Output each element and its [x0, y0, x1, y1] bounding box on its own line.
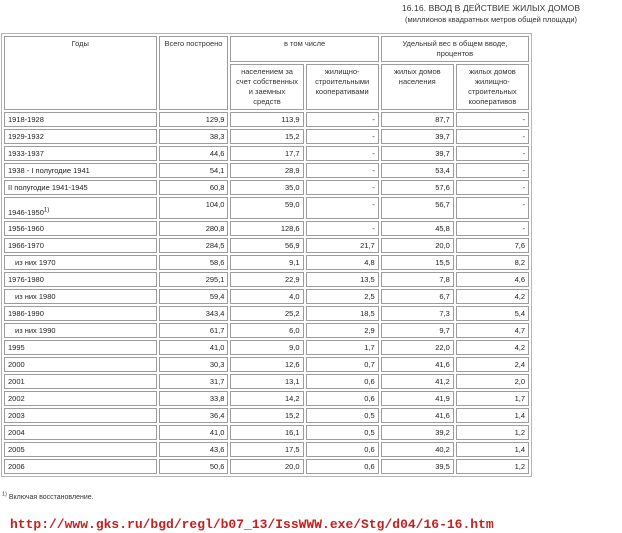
cell-population — [230, 323, 303, 338]
cell-years-text: 1946-1950 — [8, 208, 44, 217]
cell-coops-text: 21,7 — [360, 240, 375, 250]
cell-years — [4, 425, 157, 440]
cell-share-coops — [456, 340, 529, 355]
cell-share-coops — [456, 374, 529, 389]
cell-share-population — [381, 163, 454, 178]
cell-share-population — [381, 272, 454, 287]
cell-total-text: 38,3 — [209, 131, 225, 141]
cell-coops-text: 2,5 — [364, 291, 375, 301]
footnote — [2, 493, 541, 503]
cell-total-text: 30,3 — [209, 359, 225, 369]
cell-years — [4, 357, 157, 372]
cell-total-text: 33,8 — [209, 393, 225, 403]
cell-share-coops — [456, 197, 529, 219]
cell-coops-text: 0,5 — [364, 410, 375, 420]
cell-years — [4, 238, 157, 253]
cell-share-population — [381, 112, 454, 127]
cell-total — [159, 180, 229, 195]
table-row — [4, 272, 529, 287]
cell-years-text: 2000 — [8, 359, 25, 369]
header-by-coops: жилищно-строительными кооперативами — [306, 64, 379, 110]
cell-coops — [306, 163, 379, 178]
table-row — [4, 163, 529, 178]
cell-share-coops-text: 1,7 — [514, 393, 525, 403]
cell-total — [159, 425, 229, 440]
cell-coops-text: - — [372, 223, 375, 233]
table-row — [4, 197, 529, 219]
cell-coops — [306, 129, 379, 144]
cell-share-population — [381, 255, 454, 270]
cell-share-coops-text: 8,2 — [514, 257, 525, 267]
cell-share-coops — [456, 238, 529, 253]
cell-coops — [306, 425, 379, 440]
cell-share-population-text: 39,7 — [435, 148, 450, 158]
cell-share-coops-text: 2,0 — [514, 376, 525, 386]
cell-coops-text: 2,9 — [364, 325, 375, 335]
cell-population-text: 28,9 — [284, 165, 300, 175]
cell-total — [159, 459, 229, 474]
cell-share-population-text: 7,8 — [439, 274, 450, 284]
cell-years-text: 1933-1937 — [8, 148, 44, 158]
cell-coops-text: 0,5 — [364, 427, 375, 437]
cell-years-text: из них 1970 — [15, 257, 56, 267]
cell-coops-text: - — [372, 131, 375, 141]
cell-share-population-text: 53,4 — [435, 165, 450, 175]
cell-total-text: 31,7 — [209, 376, 225, 386]
cell-total — [159, 357, 229, 372]
cell-share-population-text: 39,7 — [435, 131, 450, 141]
cell-total — [159, 129, 229, 144]
cell-population-text: 16,1 — [284, 427, 300, 437]
table-body — [4, 112, 529, 474]
cell-coops-text: - — [372, 165, 375, 175]
footnote-text: Включая восстановление. — [8, 494, 94, 501]
table-row — [4, 146, 529, 161]
table-row — [4, 221, 529, 236]
cell-share-population-text: 40,2 — [435, 444, 450, 454]
cell-share-population — [381, 197, 454, 219]
cell-total — [159, 255, 229, 270]
table-row — [4, 112, 529, 127]
cell-years-text: 1956-1960 — [8, 223, 44, 233]
cell-population-text: 25,2 — [284, 308, 300, 318]
cell-years — [4, 289, 157, 304]
cell-coops — [306, 442, 379, 457]
cell-total — [159, 146, 229, 161]
cell-population — [230, 272, 303, 287]
table-row — [4, 289, 529, 304]
cell-coops — [306, 180, 379, 195]
cell-years — [4, 340, 157, 355]
cell-share-population-text: 20,0 — [435, 240, 450, 250]
cell-total — [159, 391, 229, 406]
cell-share-coops-text: - — [522, 200, 525, 209]
footnote-ref: 1) — [43, 207, 50, 214]
cell-years — [4, 221, 157, 236]
cell-coops-text: - — [372, 182, 375, 192]
cell-years-text: 2005 — [8, 444, 25, 454]
cell-years-text: из них 1980 — [15, 291, 56, 301]
cell-share-coops-text: 1,4 — [514, 444, 525, 454]
table-row — [4, 374, 529, 389]
cell-population — [230, 459, 303, 474]
table-title: 16.16. ВВОД В ДЕЙСТВИЕ ЖИЛЫХ ДОМОВ — [401, 3, 581, 13]
cell-share-population-text: 57,6 — [435, 182, 450, 192]
cell-coops — [306, 459, 379, 474]
cell-share-population-text: 15,5 — [435, 257, 450, 267]
cell-total — [159, 221, 229, 236]
cell-share-coops — [456, 146, 529, 161]
cell-share-coops — [456, 255, 529, 270]
cell-total-text: 61,7 — [209, 325, 225, 335]
cell-population — [230, 180, 303, 195]
cell-coops-text: 18,5 — [360, 308, 375, 318]
cell-years — [4, 163, 157, 178]
cell-share-coops — [456, 289, 529, 304]
cell-share-population-text: 22,0 — [435, 342, 450, 352]
cell-total-text: 295,1 — [205, 274, 225, 284]
cell-share-coops-text: 4,2 — [514, 342, 525, 352]
cell-total — [159, 306, 229, 321]
cell-population — [230, 255, 303, 270]
table-row — [4, 255, 529, 270]
cell-share-coops-text: - — [522, 114, 525, 124]
cell-share-population-text: 41,9 — [435, 393, 450, 403]
cell-share-coops — [456, 408, 529, 423]
cell-coops-text: 0,6 — [364, 461, 375, 471]
cell-years — [4, 391, 157, 406]
cell-coops-text: - — [372, 148, 375, 158]
cell-coops — [306, 340, 379, 355]
cell-share-coops — [456, 323, 529, 338]
cell-population — [230, 238, 303, 253]
cell-years — [4, 255, 157, 270]
cell-population-text: 56,9 — [284, 240, 300, 250]
table-row — [4, 391, 529, 406]
cell-share-coops — [456, 272, 529, 287]
footnote-marker: 1) — [2, 491, 7, 498]
header-share: Удельный вес в общем вводе, процентов — [381, 36, 529, 62]
cell-coops — [306, 197, 379, 219]
table-row — [4, 459, 529, 474]
cell-years-text: 1918-1928 — [8, 114, 44, 124]
cell-share-coops-text: 4,6 — [514, 274, 525, 284]
cell-share-coops — [456, 425, 529, 440]
cell-years-text: 2003 — [8, 410, 25, 420]
cell-coops — [306, 391, 379, 406]
cell-share-population-text: 7,3 — [439, 308, 450, 318]
cell-coops-text: 4,8 — [364, 257, 375, 267]
cell-coops-text: 0,7 — [364, 359, 375, 369]
cell-coops-text: - — [372, 114, 375, 124]
cell-share-population — [381, 129, 454, 144]
cell-years — [4, 129, 157, 144]
cell-total — [159, 289, 229, 304]
cell-total — [159, 163, 229, 178]
cell-total-text: 43,6 — [209, 444, 225, 454]
cell-total-text: 280,8 — [205, 223, 225, 233]
cell-share-coops-text: 7,6 — [514, 240, 525, 250]
cell-population-text: 15,2 — [284, 410, 300, 420]
cell-share-coops-text: - — [522, 131, 525, 141]
table-row — [4, 425, 529, 440]
cell-share-coops — [456, 221, 529, 236]
table-subtitle: (миллионов квадратных метров общей площади) — [404, 15, 578, 24]
cell-coops — [306, 221, 379, 236]
cell-population-text: 15,2 — [284, 131, 300, 141]
cell-years — [4, 272, 157, 287]
cell-total-text: 54,1 — [209, 165, 225, 175]
cell-total — [159, 272, 229, 287]
cell-years-text: 2004 — [8, 427, 25, 437]
cell-years-text: 1938 - I полугодие 1941 — [8, 165, 90, 175]
cell-share-coops — [456, 306, 529, 321]
cell-years-text: 2001 — [8, 376, 25, 386]
cell-share-population-text: 41,6 — [435, 410, 450, 420]
cell-share-population — [381, 340, 454, 355]
cell-years — [4, 323, 157, 338]
cell-share-population-text: 41,2 — [435, 376, 450, 386]
cell-population-text: 20,0 — [284, 461, 300, 471]
cell-population — [230, 391, 303, 406]
cell-coops — [306, 289, 379, 304]
cell-share-population — [381, 442, 454, 457]
cell-population-text: 17,7 — [284, 148, 300, 158]
cell-years-text: 1976-1980 — [8, 274, 44, 284]
header-years: Годы — [4, 36, 157, 110]
cell-share-population — [381, 289, 454, 304]
cell-population — [230, 146, 303, 161]
cell-share-population — [381, 306, 454, 321]
cell-share-coops-text: 1,2 — [514, 461, 525, 471]
cell-years-text: 1966-1970 — [8, 240, 44, 250]
header-including: в том числе — [230, 36, 378, 62]
cell-total — [159, 197, 229, 219]
cell-share-population — [381, 146, 454, 161]
cell-share-population-text: 39,5 — [435, 461, 450, 471]
cell-total — [159, 323, 229, 338]
cell-years-text: 2006 — [8, 461, 25, 471]
cell-population-text: 12,6 — [284, 359, 300, 369]
cell-coops — [306, 238, 379, 253]
housing-table — [1, 33, 532, 477]
cell-share-population — [381, 425, 454, 440]
table-row — [4, 323, 529, 338]
cell-share-coops-text: 5,4 — [514, 308, 525, 318]
cell-share-population — [381, 238, 454, 253]
cell-share-population-text: 87,7 — [435, 114, 450, 124]
cell-share-coops-text: - — [522, 148, 525, 158]
cell-years — [4, 197, 157, 219]
cell-coops — [306, 306, 379, 321]
cell-coops-text: - — [372, 200, 375, 209]
cell-years — [4, 180, 157, 195]
cell-population — [230, 408, 303, 423]
cell-share-population-text: 56,7 — [435, 200, 450, 209]
cell-total-text: 44,6 — [209, 148, 225, 158]
cell-years-text: из них 1990 — [15, 325, 56, 335]
cell-share-coops — [456, 112, 529, 127]
table-row — [4, 180, 529, 195]
header-share-population: жилых домов населения — [381, 64, 454, 110]
cell-population-text: 35,0 — [284, 182, 300, 192]
cell-share-population-text: 9,7 — [439, 325, 450, 335]
cell-population — [230, 112, 303, 127]
cell-population-text: 59,0 — [284, 200, 300, 209]
cell-share-coops-text: 1,4 — [514, 410, 525, 420]
cell-share-coops — [456, 391, 529, 406]
cell-coops-text: 0,6 — [364, 444, 375, 454]
cell-share-population — [381, 180, 454, 195]
cell-share-coops — [456, 459, 529, 474]
cell-share-coops-text: - — [522, 182, 525, 192]
cell-population — [230, 163, 303, 178]
cell-population — [230, 340, 303, 355]
cell-population-text: 128,6 — [280, 223, 300, 233]
cell-coops — [306, 272, 379, 287]
cell-total-text: 60,8 — [209, 182, 225, 192]
content — [1, 33, 541, 533]
cell-population-text: 22,9 — [284, 274, 300, 284]
cell-share-population-text: 6,7 — [439, 291, 450, 301]
cell-population — [230, 425, 303, 440]
cell-total — [159, 408, 229, 423]
cell-share-coops — [456, 180, 529, 195]
cell-share-population-text: 39,2 — [435, 427, 450, 437]
cell-population — [230, 289, 303, 304]
cell-coops — [306, 408, 379, 423]
cell-share-population — [381, 221, 454, 236]
cell-population-text: 4,0 — [289, 291, 300, 301]
cell-total-text: 36,4 — [209, 410, 225, 420]
cell-total — [159, 112, 229, 127]
cell-population — [230, 442, 303, 457]
cell-population — [230, 374, 303, 389]
cell-coops-text: 0,6 — [364, 376, 375, 386]
header-by-population: населением за счет собственных и заемных средств — [230, 64, 303, 110]
cell-total — [159, 374, 229, 389]
cell-share-coops — [456, 442, 529, 457]
cell-years — [4, 408, 157, 423]
cell-population-text: 9,1 — [289, 257, 300, 267]
cell-years-text: 1929-1932 — [8, 131, 44, 141]
cell-population-text: 113,9 — [281, 114, 300, 124]
table-row — [4, 306, 529, 321]
cell-total-text: 58,6 — [209, 257, 225, 267]
cell-years-text: II полугодие 1941-1945 — [8, 182, 88, 192]
table-row — [4, 408, 529, 423]
cell-years-text: 1995 — [8, 342, 25, 352]
cell-total-text: 59,4 — [209, 291, 225, 301]
cell-population-text: 14,2 — [284, 393, 300, 403]
table-header — [4, 36, 529, 110]
cell-population-text: 6,0 — [289, 325, 300, 335]
table-row — [4, 340, 529, 355]
cell-share-population — [381, 323, 454, 338]
cell-population-text: 13,1 — [284, 376, 300, 386]
cell-years-text: 2002 — [8, 393, 25, 403]
cell-share-coops-text: 2,4 — [514, 359, 525, 369]
cell-population-text: 9,0 — [289, 342, 300, 352]
cell-coops — [306, 323, 379, 338]
table-row — [4, 357, 529, 372]
cell-share-population — [381, 391, 454, 406]
cell-coops — [306, 146, 379, 161]
cell-share-population — [381, 357, 454, 372]
header-share-coops: жилых домов жилищно-строительных кооперативов — [456, 64, 529, 110]
cell-total — [159, 238, 229, 253]
cell-share-coops-text: 4,2 — [514, 291, 525, 301]
cell-years-text: 1986-1990 — [8, 308, 44, 318]
cell-coops — [306, 112, 379, 127]
cell-years — [4, 112, 157, 127]
cell-share-population-text: 41,6 — [435, 359, 450, 369]
cell-years — [4, 306, 157, 321]
header-total: Всего построено — [159, 36, 229, 110]
cell-population — [230, 306, 303, 321]
cell-years — [4, 459, 157, 474]
cell-population — [230, 197, 303, 219]
cell-coops-text: 1,7 — [364, 342, 375, 352]
cell-coops-text: 0,6 — [364, 393, 375, 403]
cell-share-coops-text: - — [522, 223, 525, 233]
cell-total-text: 104,0 — [205, 200, 225, 209]
cell-share-coops — [456, 163, 529, 178]
cell-share-coops-text: - — [522, 165, 525, 175]
table-row — [4, 129, 529, 144]
cell-coops — [306, 357, 379, 372]
cell-population — [230, 221, 303, 236]
cell-total-text: 50,6 — [209, 461, 225, 471]
cell-total — [159, 340, 229, 355]
cell-coops — [306, 255, 379, 270]
cell-total — [159, 442, 229, 457]
cell-total-text: 41,0 — [209, 427, 225, 437]
cell-share-coops — [456, 357, 529, 372]
cell-share-coops — [456, 129, 529, 144]
cell-population-text: 17,5 — [284, 444, 300, 454]
cell-share-coops-text: 4,7 — [514, 325, 525, 335]
cell-share-population — [381, 374, 454, 389]
cell-years — [4, 146, 157, 161]
cell-coops-text: 13,5 — [360, 274, 375, 284]
cell-years — [4, 374, 157, 389]
table-row — [4, 238, 529, 253]
source-url: http://www.gks.ru/bgd/regl/b07_13/IssWWW.exe/Stg/d04/16-16.htm — [10, 517, 494, 532]
cell-years — [4, 442, 157, 457]
cell-total-text: 284,5 — [205, 240, 225, 250]
table-row — [4, 442, 529, 457]
cell-total-text: 129,9 — [205, 114, 225, 124]
title-block — [366, 3, 616, 25]
cell-share-population — [381, 459, 454, 474]
cell-population — [230, 357, 303, 372]
cell-share-population-text: 45,8 — [435, 223, 450, 233]
cell-coops — [306, 374, 379, 389]
cell-share-population — [381, 408, 454, 423]
cell-population — [230, 129, 303, 144]
cell-total-text: 343,4 — [205, 308, 225, 318]
cell-share-coops-text: 1,2 — [514, 427, 525, 437]
cell-total-text: 41,0 — [209, 342, 225, 352]
